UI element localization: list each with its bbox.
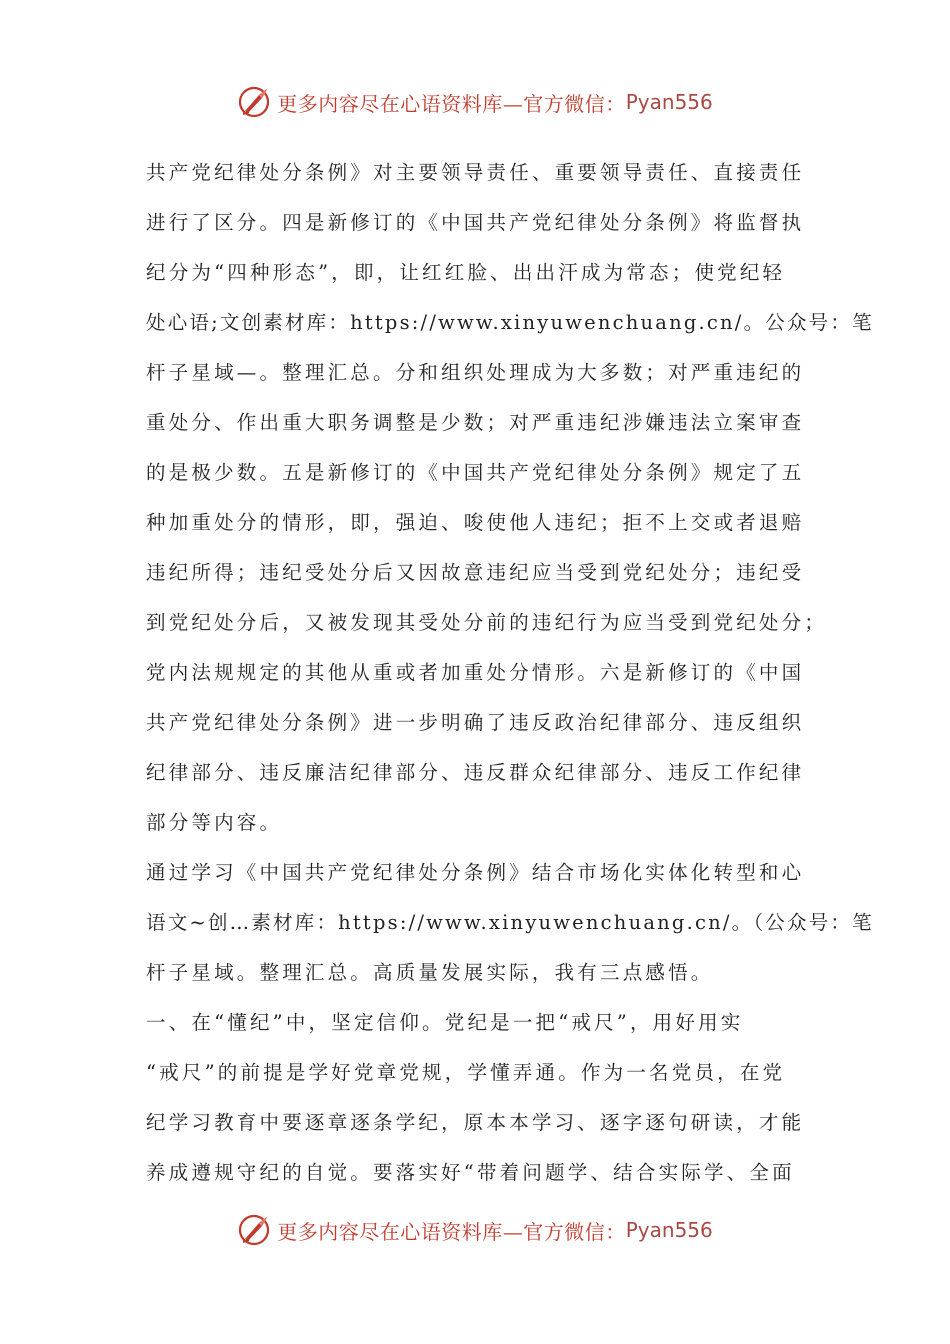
body-line: 重处分、作出重大职务调整是少数；对严重违纪涉嫌违法立案审查 <box>146 411 805 434</box>
body-line: 杆子星域。整理汇总。高质量发展实际，我有三点感悟。 <box>146 961 714 984</box>
header-banner-wechat: Pyan556 <box>625 90 713 114</box>
document-body <box>146 148 874 1198</box>
body-line: 的是极少数。五是新修订的《中国共产党纪律处分条例》规定了五 <box>146 461 805 484</box>
body-line: 纪学习教育中要逐章逐条学纪，原本本学习、逐字逐句研读，才能 <box>146 1111 805 1134</box>
header-banner-text: 更多内容尽在心语资料库—官方微信： <box>277 91 626 116</box>
body-line: 到党纪处分后，又被发现其受处分前的违纪行为应当受到党纪处分； <box>146 611 828 634</box>
body-line: 种加重处分的情形，即，强迫、唆使他人违纪；拒不上交或者退赔 <box>146 511 805 534</box>
body-line: 通过学习《中国共产党纪律处分条例》结合市场化实体化转型和心 <box>146 861 805 884</box>
body-line: 违纪所得；违纪受处分后又因故意违纪应当受到党纪处分；违纪受 <box>146 561 805 584</box>
quill-pen-logo-icon <box>237 85 271 119</box>
quill-pen-logo-icon <box>237 1213 271 1247</box>
body-line: 杆子星域—。整理汇总。分和组织处理成为大多数；对严重违纪的 <box>146 361 805 384</box>
body-line: 纪分为“四种形态”，即，让红红脸、出出汗成为常态；使党纪轻 <box>146 261 786 284</box>
footer-banner-wechat: Pyan556 <box>625 1218 713 1242</box>
body-line: 进行了区分。四是新修订的《中国共产党纪律处分条例》将监督执 <box>146 211 805 234</box>
body-line: 语文~创…素材库：https://www.xinyuwenchuang.cn/。（公众号：笔 <box>146 911 874 934</box>
body-line: 处心语;文创素材库：https://www.xinyuwenchuang.cn/。公众号：笔 <box>146 311 874 334</box>
body-line: “戒尺”的前提是学好党章党规，学懂弄通。作为一名党员，在党 <box>146 1061 786 1084</box>
footer-banner-text: 更多内容尽在心语资料库—官方微信： <box>277 1219 626 1244</box>
body-line: 养成遵规守纪的自觉。要落实好“带着问题学、结合实际学、全面 <box>146 1161 795 1184</box>
body-line: 党内法规规定的其他从重或者加重处分情形。六是新修订的《中国 <box>146 661 805 684</box>
footer-banner <box>0 1210 950 1250</box>
header-banner <box>0 82 950 122</box>
body-line: 部分等内容。 <box>146 811 283 834</box>
body-line: 共产党纪律处分条例》对主要领导责任、重要领导责任、直接责任 <box>146 161 805 184</box>
body-line: 共产党纪律处分条例》进一步明确了违反政治纪律部分、违反组织 <box>146 711 805 734</box>
body-line: 纪律部分、违反廉洁纪律部分、违反群众纪律部分、违反工作纪律 <box>146 761 805 784</box>
body-line: 一、在“懂纪”中，坚定信仰。党纪是一把“戒尺”，用好用实 <box>146 1011 744 1034</box>
